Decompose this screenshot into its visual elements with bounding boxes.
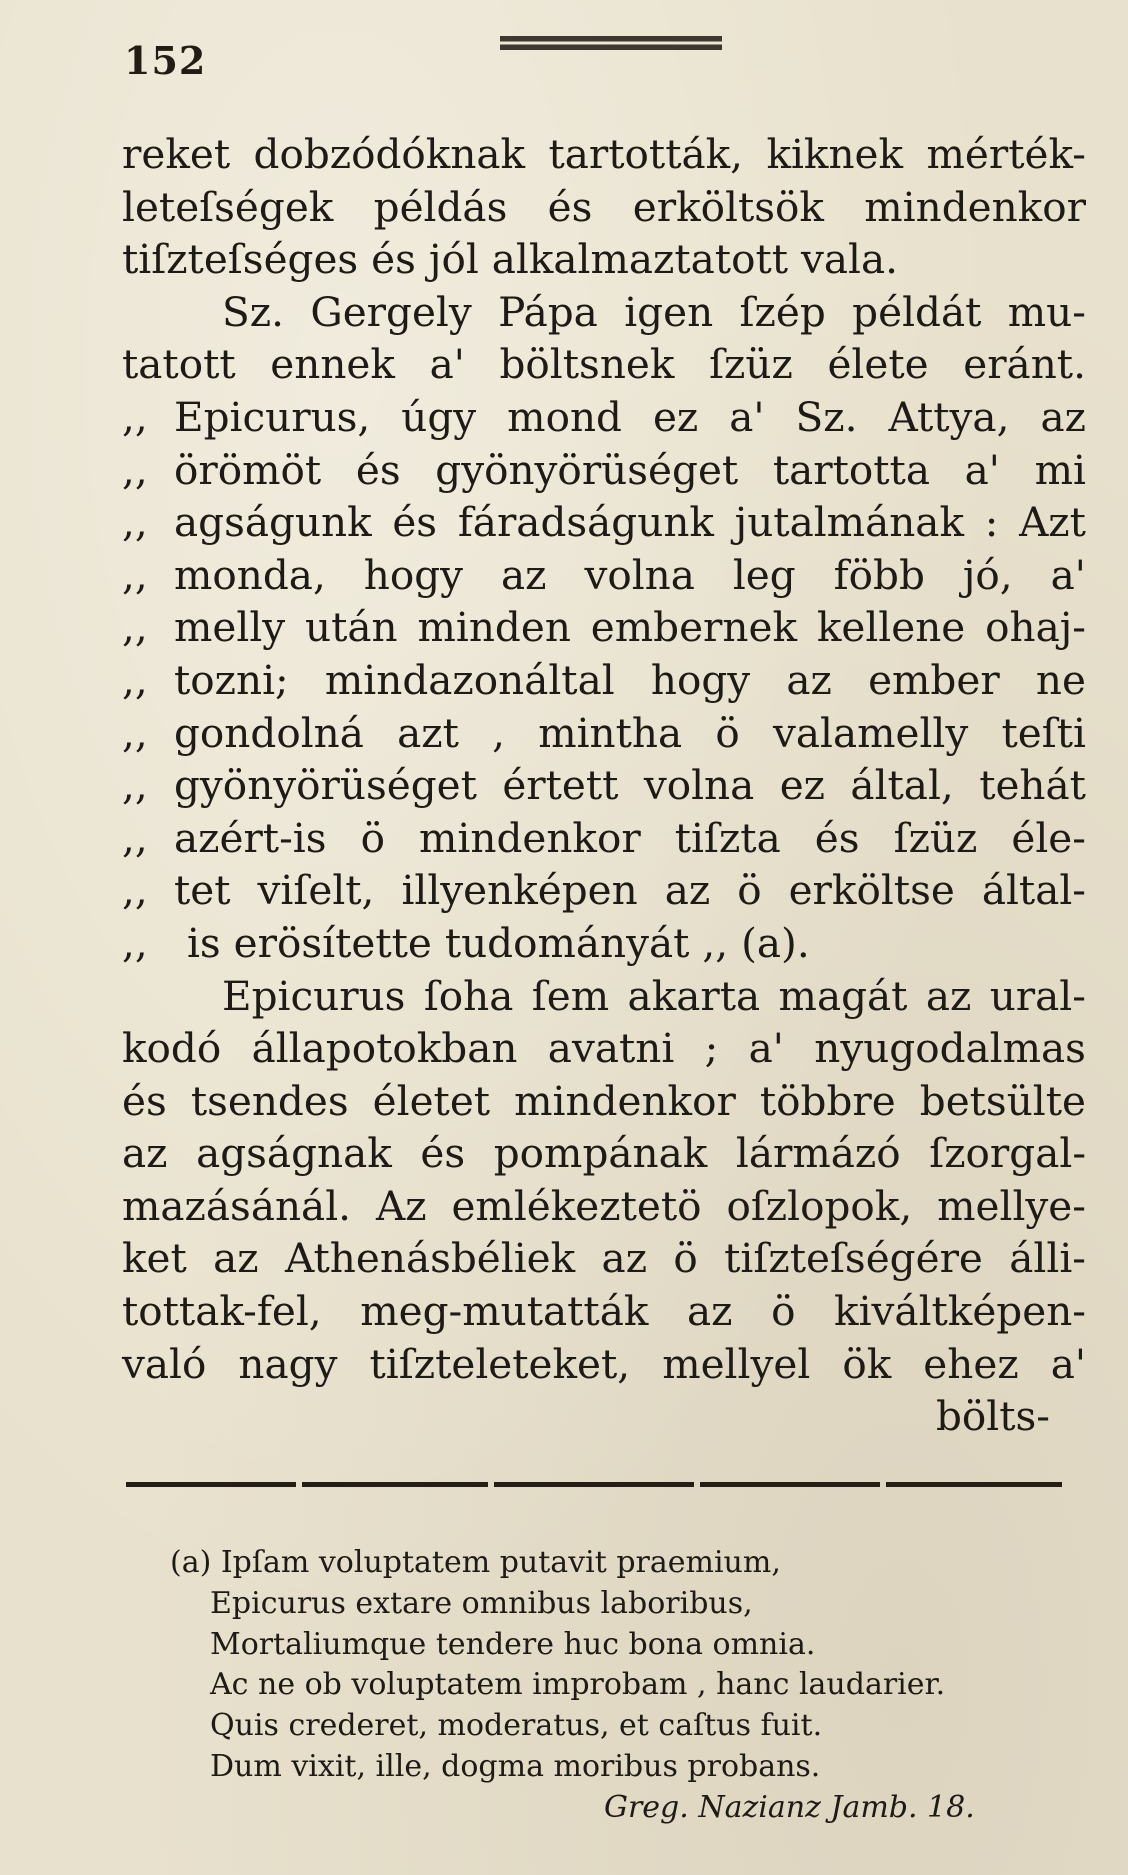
line-words bbox=[174, 496, 1086, 549]
word: ,, bbox=[702, 918, 729, 967]
word: tatott bbox=[122, 340, 236, 389]
word: volna bbox=[584, 550, 695, 599]
footnote bbox=[170, 1543, 1070, 1829]
word: agságunk bbox=[174, 498, 372, 547]
word: az bbox=[925, 971, 972, 1020]
word: ohaj- bbox=[985, 603, 1086, 652]
word: Az bbox=[375, 1181, 427, 1230]
word: Sz. bbox=[795, 392, 858, 441]
word: ez bbox=[652, 392, 699, 441]
word: értett bbox=[502, 761, 619, 810]
word: mellyel bbox=[662, 1339, 811, 1388]
word: jó, bbox=[962, 550, 1013, 599]
word: minden bbox=[417, 603, 571, 652]
word: tiſzteſséges bbox=[122, 235, 359, 284]
word: tartotta bbox=[772, 445, 930, 494]
word: föbb bbox=[833, 550, 925, 599]
word: gyönyörüséget bbox=[174, 761, 477, 810]
word: betsülte bbox=[919, 1076, 1086, 1125]
word: a' bbox=[1050, 550, 1086, 599]
word: Sz. bbox=[222, 287, 284, 336]
word: gyönyörüséget bbox=[435, 445, 739, 494]
line-words bbox=[174, 654, 1086, 707]
word: Gergely bbox=[310, 287, 472, 336]
text-line bbox=[122, 1022, 1086, 1075]
word: alkalmaztatott bbox=[491, 235, 789, 284]
word: jól bbox=[428, 235, 479, 284]
word: Epicurus, bbox=[174, 392, 371, 441]
word: tehát bbox=[979, 761, 1086, 810]
word: és bbox=[814, 813, 860, 862]
word: vala. bbox=[800, 235, 898, 284]
text-line bbox=[122, 1180, 1086, 1233]
word: az bbox=[1040, 392, 1086, 441]
word: ural- bbox=[989, 971, 1086, 1020]
word: és bbox=[355, 445, 401, 494]
text-line bbox=[122, 970, 1086, 1023]
word: ſzüz bbox=[709, 340, 793, 389]
word: erösítette bbox=[233, 918, 432, 967]
word: Epicurus bbox=[222, 971, 406, 1020]
word: állapotokban bbox=[251, 1024, 518, 1073]
word: örömöt bbox=[174, 445, 322, 494]
text-line bbox=[122, 338, 1086, 391]
quote-mark: ,, bbox=[122, 445, 148, 494]
word: által, bbox=[850, 761, 954, 810]
quote-mark: ,, bbox=[122, 655, 148, 704]
text-line bbox=[122, 128, 1086, 181]
word: ember bbox=[868, 655, 1000, 704]
word: tiſzteſségére bbox=[724, 1234, 983, 1283]
word: az bbox=[786, 655, 832, 704]
text-line bbox=[122, 391, 1086, 444]
line-words bbox=[174, 601, 1086, 654]
word: ſzép bbox=[739, 287, 826, 336]
word: valamelly bbox=[772, 708, 969, 757]
text-line bbox=[122, 707, 1086, 760]
word: leg bbox=[732, 550, 796, 599]
word: nyugodalmas bbox=[814, 1024, 1086, 1073]
word: kodó bbox=[122, 1024, 222, 1073]
word: élete bbox=[827, 340, 929, 389]
word: Azt bbox=[1019, 498, 1086, 547]
word: tiſzteleteket, bbox=[369, 1339, 631, 1388]
quote-mark: ,, bbox=[122, 918, 148, 967]
text-line bbox=[122, 549, 1086, 602]
quote-mark: ,, bbox=[122, 603, 148, 652]
word: lármázó bbox=[735, 1129, 901, 1178]
line-words bbox=[174, 759, 1086, 812]
quote-mark: ,, bbox=[122, 813, 148, 862]
word: azért-is bbox=[174, 813, 327, 862]
footnote-line: Ac ne ob voluptatem improbam , hanc laudarier. bbox=[210, 1667, 946, 1703]
word: való bbox=[122, 1339, 207, 1388]
word: : bbox=[984, 498, 999, 547]
quote-mark: ,, bbox=[122, 550, 148, 599]
word: ö bbox=[737, 866, 762, 915]
word: tiſzta bbox=[674, 813, 781, 862]
word: igen bbox=[624, 287, 714, 336]
word: az bbox=[686, 1287, 733, 1336]
text-line bbox=[122, 286, 1086, 339]
word: dobzódóknak bbox=[253, 130, 526, 178]
word: agságnak bbox=[196, 1129, 392, 1178]
word: hogy bbox=[650, 655, 751, 704]
word: a' bbox=[964, 445, 1000, 494]
word: és bbox=[122, 1076, 167, 1125]
text-line bbox=[122, 812, 1086, 865]
text-line bbox=[122, 496, 1086, 549]
word: tet bbox=[174, 866, 231, 915]
word: böltsnek bbox=[499, 340, 675, 389]
word: mi bbox=[1034, 445, 1086, 494]
text-line bbox=[122, 1232, 1086, 1285]
word: kellene bbox=[816, 603, 966, 652]
header-rule bbox=[500, 36, 722, 50]
word: ö bbox=[715, 708, 740, 757]
word: életet bbox=[372, 1076, 491, 1125]
word: Attya, bbox=[888, 392, 1010, 441]
word: erköltsök bbox=[632, 182, 824, 231]
text-line bbox=[122, 1285, 1086, 1338]
line-words bbox=[174, 444, 1086, 497]
word: ; bbox=[704, 1024, 719, 1073]
word: oſzlopok, bbox=[726, 1181, 913, 1230]
quote-mark: ,, bbox=[122, 392, 148, 441]
word: éle- bbox=[1011, 813, 1086, 862]
word: álli- bbox=[1009, 1234, 1086, 1283]
text-line bbox=[122, 1075, 1086, 1128]
word: példás bbox=[373, 182, 508, 231]
word: pompának bbox=[493, 1129, 708, 1178]
word: mintha bbox=[538, 708, 683, 757]
line-words bbox=[174, 707, 1086, 760]
word: mindenkor bbox=[514, 1076, 736, 1125]
text-line bbox=[122, 601, 1086, 654]
word: tudományát bbox=[444, 918, 690, 967]
word: mindenkor bbox=[864, 182, 1086, 231]
word: erköltse bbox=[788, 866, 955, 915]
word: és bbox=[371, 235, 416, 284]
word: ök bbox=[842, 1339, 892, 1388]
word: az bbox=[601, 1234, 648, 1283]
word: ſzüz bbox=[893, 813, 978, 862]
line-words bbox=[174, 864, 1086, 917]
word: és bbox=[547, 182, 593, 231]
word: meg-mutatták bbox=[360, 1287, 649, 1336]
word: tottak-fel, bbox=[122, 1287, 322, 1336]
page-number: 152 bbox=[124, 38, 207, 83]
word: reket bbox=[122, 130, 231, 178]
word: akarta bbox=[627, 971, 761, 1020]
body-text bbox=[122, 128, 1086, 1443]
quote-mark: ,, bbox=[122, 866, 148, 915]
word: mindazonáltal bbox=[324, 655, 615, 704]
word: kiknek bbox=[766, 130, 904, 178]
word: ſem bbox=[531, 971, 610, 1020]
word: leteſségek bbox=[122, 182, 334, 231]
word: által- bbox=[981, 866, 1086, 915]
word: azt bbox=[397, 708, 459, 757]
word: viſelt, bbox=[257, 866, 375, 915]
footnote-line: Dum vixit, ille, dogma moribus probans. bbox=[210, 1748, 821, 1784]
word: többre bbox=[759, 1076, 896, 1125]
line-words bbox=[174, 549, 1086, 602]
quote-mark: ,, bbox=[122, 708, 148, 757]
word: tsendes bbox=[190, 1076, 349, 1125]
word: monda, bbox=[174, 550, 326, 599]
word: a' bbox=[429, 340, 465, 389]
word: avatni bbox=[547, 1024, 675, 1073]
footnote-line: Quis crederet, moderatus, et caſtus fuit. bbox=[210, 1708, 823, 1744]
word: eránt. bbox=[963, 340, 1086, 389]
quote-mark: ,, bbox=[122, 761, 148, 810]
word: tozni; bbox=[174, 655, 289, 704]
footnote-line: Mortaliumque tendere huc bona omnia. bbox=[210, 1626, 816, 1662]
word: kiváltképen- bbox=[834, 1287, 1086, 1336]
word: az bbox=[122, 1129, 168, 1178]
footnote-rule bbox=[126, 1482, 1062, 1487]
word: jutalmának bbox=[734, 498, 964, 547]
word: magát bbox=[778, 971, 908, 1020]
word: ez bbox=[779, 761, 826, 810]
word: ehez bbox=[923, 1339, 1019, 1388]
word: mond bbox=[507, 392, 622, 441]
word: az bbox=[501, 550, 547, 599]
word: illyenképen bbox=[401, 866, 638, 915]
word: ſzorgal- bbox=[929, 1129, 1086, 1178]
word: után bbox=[305, 603, 398, 652]
word: emlékeztetö bbox=[451, 1181, 702, 1230]
word: ket bbox=[122, 1234, 187, 1283]
line-words bbox=[187, 917, 1086, 970]
text-line bbox=[122, 181, 1086, 234]
footnote-line: Epicurus extare omnibus laboribus, bbox=[210, 1585, 753, 1621]
word: melly bbox=[174, 603, 286, 652]
word: , bbox=[492, 708, 505, 757]
word: mu- bbox=[1007, 287, 1086, 336]
word: mellye- bbox=[937, 1181, 1086, 1230]
word: a' bbox=[729, 392, 765, 441]
catchword: bölts- bbox=[935, 1392, 1050, 1441]
quote-mark: ,, bbox=[122, 498, 148, 547]
text-line bbox=[122, 1127, 1086, 1180]
word: az bbox=[664, 866, 711, 915]
word: tartották, bbox=[548, 130, 744, 178]
word: is bbox=[186, 918, 221, 967]
word: (a). bbox=[741, 918, 810, 967]
word: hogy bbox=[363, 550, 464, 599]
text-line bbox=[122, 233, 1086, 286]
word: példát bbox=[852, 287, 982, 336]
footnote-line: (a) Ipſam voluptatem putavit praemium, bbox=[170, 1545, 781, 1580]
word: mindenkor bbox=[419, 813, 641, 862]
word: úgy bbox=[401, 392, 477, 441]
word: a' bbox=[748, 1024, 784, 1073]
text-line bbox=[122, 917, 1086, 970]
text-line bbox=[122, 1338, 1086, 1391]
word: a' bbox=[1050, 1339, 1086, 1388]
word: teſti bbox=[1001, 708, 1086, 757]
word: és bbox=[420, 1129, 466, 1178]
word: gondolná bbox=[174, 708, 364, 757]
word: ſoha bbox=[423, 971, 514, 1020]
word: és bbox=[392, 498, 438, 547]
text-line bbox=[122, 654, 1086, 707]
text-line bbox=[122, 864, 1086, 917]
word: ne bbox=[1035, 655, 1086, 704]
word: az bbox=[213, 1234, 259, 1283]
word: mazásánál. bbox=[122, 1181, 352, 1230]
word: mérték- bbox=[926, 130, 1086, 178]
line-words bbox=[174, 812, 1086, 865]
word: Athenásbéliek bbox=[285, 1234, 576, 1283]
word: ö bbox=[771, 1287, 796, 1336]
footnote-citation: Greg. Nazianz Jamb. 18. bbox=[604, 1789, 975, 1825]
word: fáradságunk bbox=[457, 498, 714, 547]
word: ö bbox=[360, 813, 385, 862]
word: embernek bbox=[590, 603, 797, 652]
word: nagy bbox=[238, 1339, 338, 1388]
text-line bbox=[122, 759, 1086, 812]
word: ö bbox=[673, 1234, 698, 1283]
word: Pápa bbox=[498, 287, 598, 336]
word: volna bbox=[643, 761, 755, 810]
text-line bbox=[122, 444, 1086, 497]
word: ennek bbox=[270, 340, 395, 389]
catchword-line bbox=[122, 1390, 1086, 1443]
line-words bbox=[174, 391, 1086, 444]
